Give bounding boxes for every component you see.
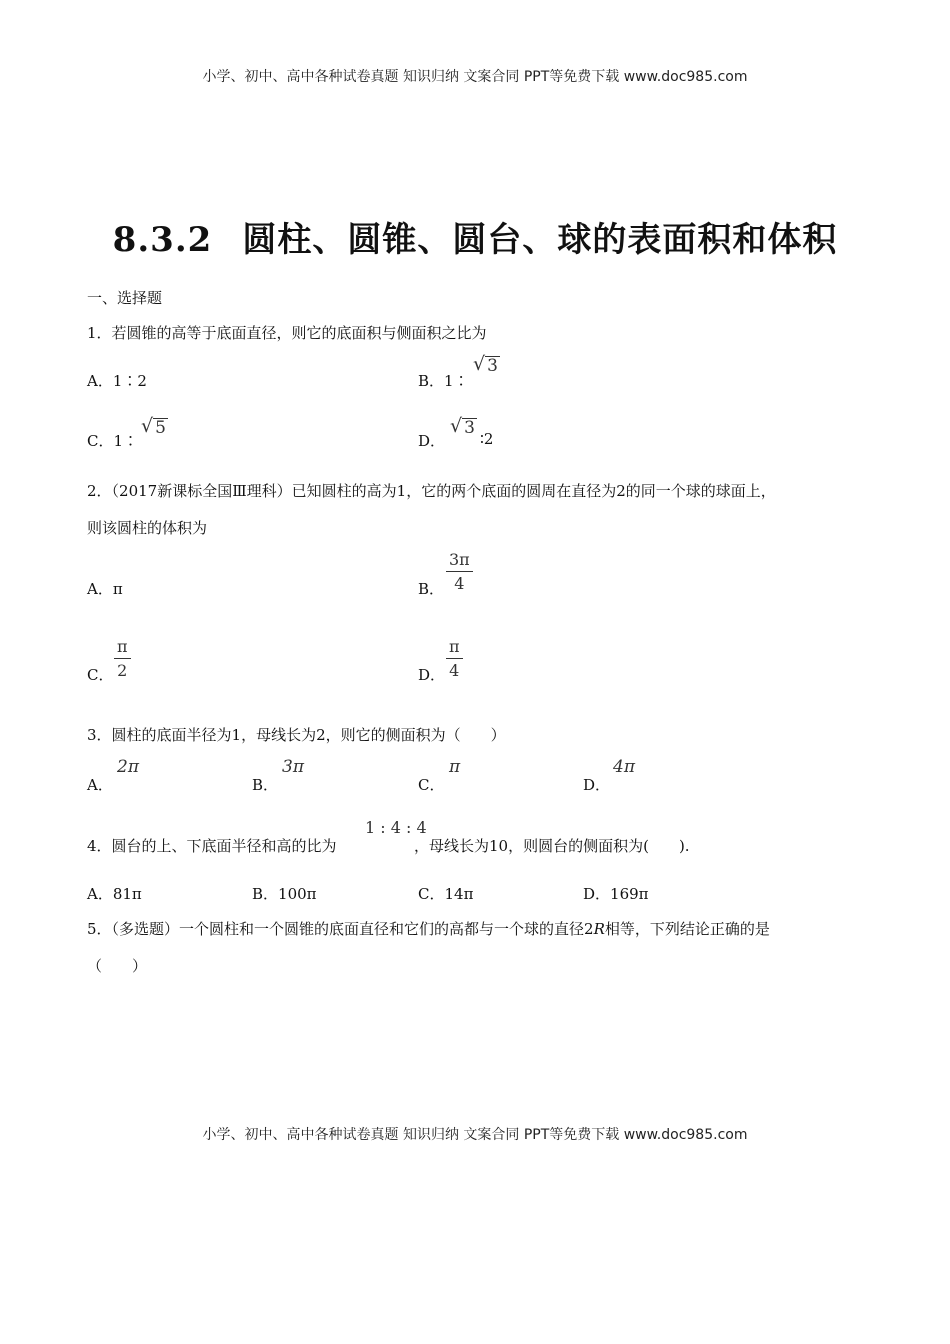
q1-option-b-sqrt: √ 3 [473,353,498,376]
q2-option-c: C． [87,666,114,684]
q3-option-d-value: 4π [613,757,635,777]
q3-option-a-value: 2π [117,757,139,777]
question-5-stem [87,918,770,939]
q1-option-d-sqrt: √ 3 [450,415,475,438]
q1-option-d-tail: ∶2 [480,430,494,448]
q3-option-b: B． [252,776,279,794]
title-text: 圆柱、圆锥、圆台、球的表面积和体积 [242,220,838,260]
q3-option-d: D． [583,776,611,794]
q4-option-a: A．81π [87,885,142,903]
q1-option-d: D． [418,432,446,450]
q4-option-c: C．14π [418,885,474,903]
q4-option-d: D．169π [583,885,649,903]
q5-variable: R [593,920,605,938]
q4-option-b: B．100π [252,885,317,903]
q1-option-c-sqrt: √ 5 [141,415,166,438]
question-4-stem-start: 4．圆台的上、下底面半径和高的比为 [87,837,337,855]
q2-option-b-fraction: $\frac{3\pi}{4}$ [446,551,473,592]
question-4-stem-end: ，母线长为10，则圆台的侧面积为( ). [414,837,690,855]
q2-option-c-fraction: $\frac{\pi}{2}$ [114,638,131,679]
q2-option-b: B． [418,580,445,598]
question-2-stem-line1: 2．（2017新课标全国Ⅲ理科）已知圆柱的高为1，它的两个底面的圆周在直径为2的同一个球的球面上， [87,482,776,500]
q5-stem-start: 5．（多选题）一个圆柱和一个圆锥的底面直径和它们的高都与一个球的直径2 [87,920,594,938]
question-2-stem-line2: 则该圆柱的体积为 [87,519,208,537]
q3-option-a: A． [87,776,113,794]
section-heading: 一、选择题 [87,289,163,307]
q3-option-b-value: 3π [282,757,304,777]
q1-option-a: A．1∶2 [87,372,147,390]
q4-ratio: 1 : 4 : 4 [365,818,427,837]
question-1-stem: 1．若圆锥的高等于底面直径，则它的底面积与侧面积之比为 [87,324,487,342]
page-footer: 小学、初中、高中各种试卷真题 知识归纳 文案合同 PPT等免费下载 www.doc985.com [202,1127,748,1143]
page-header: 小学、初中、高中各种试卷真题 知识归纳 文案合同 PPT等免费下载 www.doc985.com [202,69,748,85]
q2-option-a: A．π [87,580,123,598]
q5-stem-end: 相等，下列结论正确的是 [604,920,770,938]
page-title [0,212,950,261]
q3-option-c: C． [418,776,445,794]
question-3-stem: 3．圆柱的底面半径为1，母线长为2，则它的侧面积为（ ） [87,726,506,744]
q2-option-d: D． [418,666,446,684]
q1-option-b: B．1∶ [418,372,469,390]
section-number: 8.3.2 [112,220,213,260]
q5-answer-blank: （ ） [87,957,148,975]
q1-option-c: C．1∶ [87,432,139,450]
q3-option-c-value: π [449,757,461,777]
q2-option-d-fraction: $\frac{\pi}{4}$ [446,638,463,679]
